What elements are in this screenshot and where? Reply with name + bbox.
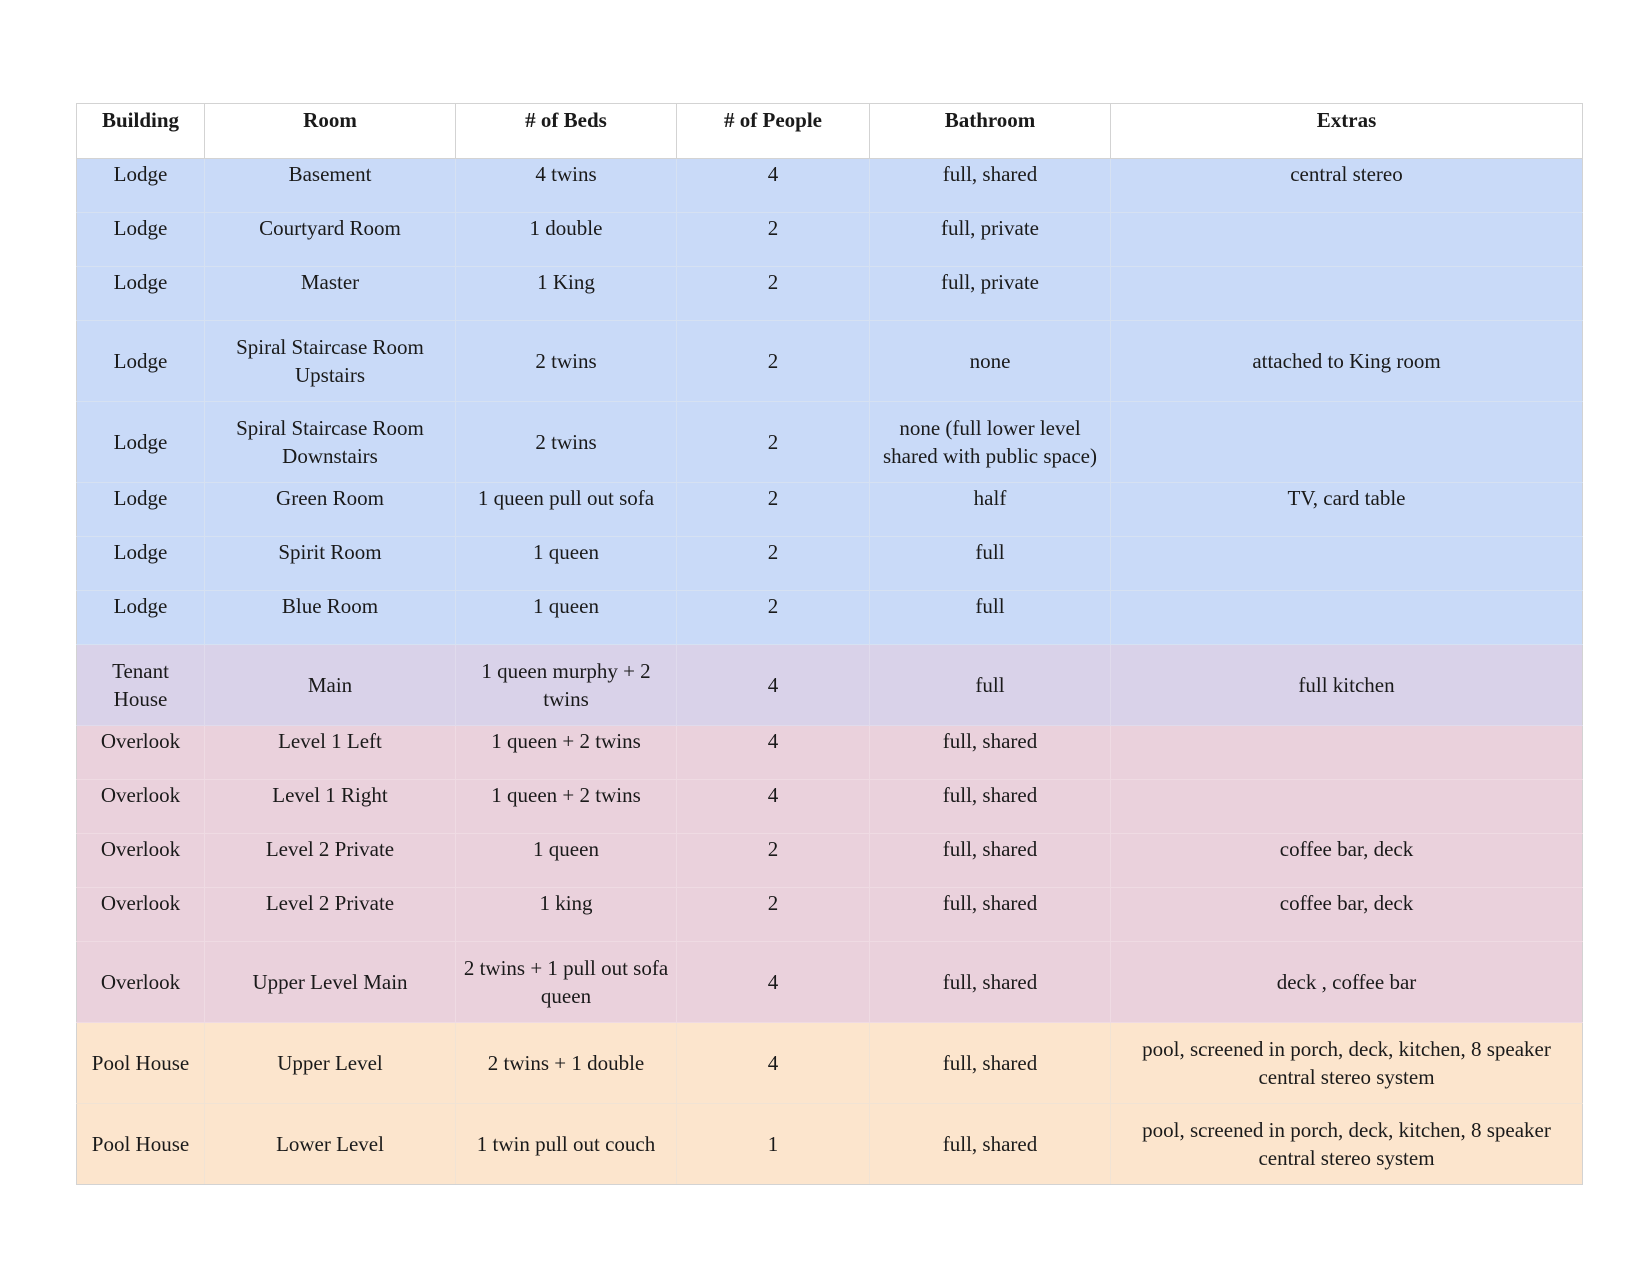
- cell-people: 2: [677, 888, 870, 942]
- cell-extras: full kitchen: [1111, 645, 1583, 726]
- cell-extras: [1111, 537, 1583, 591]
- cell-people: 4: [677, 780, 870, 834]
- cell-beds: 1 King: [456, 267, 677, 321]
- header-extras: Extras: [1111, 104, 1583, 159]
- table-row: [77, 645, 1583, 726]
- cell-extras: [1111, 267, 1583, 321]
- table-row: [77, 1104, 1583, 1185]
- cell-extras: coffee bar, deck: [1111, 888, 1583, 942]
- cell-bathroom: full: [870, 537, 1111, 591]
- cell-people: 2: [677, 483, 870, 537]
- cell-bathroom: full, shared: [870, 942, 1111, 1023]
- cell-building: Lodge: [77, 213, 205, 267]
- header-row: [77, 104, 1583, 159]
- cell-building: Lodge: [77, 483, 205, 537]
- cell-people: 2: [677, 213, 870, 267]
- cell-beds: 1 twin pull out couch: [456, 1104, 677, 1185]
- cell-bathroom: full, private: [870, 267, 1111, 321]
- cell-people: 2: [677, 321, 870, 402]
- cell-beds: 1 queen pull out sofa: [456, 483, 677, 537]
- cell-building: Lodge: [77, 159, 205, 213]
- table-row: [77, 213, 1583, 267]
- cell-bathroom: full: [870, 591, 1111, 645]
- cell-people: 1: [677, 1104, 870, 1185]
- table-row: [77, 834, 1583, 888]
- cell-beds: 4 twins: [456, 159, 677, 213]
- cell-beds: 2 twins + 1 pull out sofa queen: [456, 942, 677, 1023]
- table-row: [77, 726, 1583, 780]
- cell-extras: attached to King room: [1111, 321, 1583, 402]
- cell-bathroom: full, shared: [870, 834, 1111, 888]
- cell-beds: 1 queen: [456, 591, 677, 645]
- cell-room: Basement: [205, 159, 456, 213]
- cell-building: Lodge: [77, 537, 205, 591]
- cell-people: 2: [677, 402, 870, 483]
- cell-people: 4: [677, 942, 870, 1023]
- table-row: [77, 942, 1583, 1023]
- table-row: [77, 591, 1583, 645]
- header-building: Building: [77, 104, 205, 159]
- cell-beds: 1 queen: [456, 834, 677, 888]
- table-row: [77, 888, 1583, 942]
- table-row: [77, 321, 1583, 402]
- cell-bathroom: half: [870, 483, 1111, 537]
- cell-building: Pool House: [77, 1023, 205, 1104]
- cell-building: Overlook: [77, 888, 205, 942]
- cell-room: Master: [205, 267, 456, 321]
- cell-room: Level 1 Right: [205, 780, 456, 834]
- cell-people: 4: [677, 1023, 870, 1104]
- cell-people: 2: [677, 267, 870, 321]
- table-row: [77, 780, 1583, 834]
- cell-building: Lodge: [77, 591, 205, 645]
- cell-room: Blue Room: [205, 591, 456, 645]
- cell-building: Tenant House: [77, 645, 205, 726]
- cell-building: Overlook: [77, 780, 205, 834]
- cell-room: Lower Level: [205, 1104, 456, 1185]
- cell-building: Overlook: [77, 726, 205, 780]
- table-row: [77, 267, 1583, 321]
- cell-bathroom: full, shared: [870, 888, 1111, 942]
- cell-extras: [1111, 726, 1583, 780]
- cell-room: Main: [205, 645, 456, 726]
- cell-building: Lodge: [77, 267, 205, 321]
- table-row: [77, 402, 1583, 483]
- cell-bathroom: full, shared: [870, 726, 1111, 780]
- table-body: [77, 159, 1583, 1185]
- cell-bathroom: none (full lower level shared with public space): [870, 402, 1111, 483]
- cell-room: Green Room: [205, 483, 456, 537]
- cell-room: Level 2 Private: [205, 888, 456, 942]
- cell-beds: 1 queen + 2 twins: [456, 726, 677, 780]
- table-row: [77, 483, 1583, 537]
- rooms-table: [76, 103, 1583, 1185]
- cell-room: Level 2 Private: [205, 834, 456, 888]
- cell-beds: 1 queen + 2 twins: [456, 780, 677, 834]
- header-room: Room: [205, 104, 456, 159]
- cell-beds: 2 twins + 1 double: [456, 1023, 677, 1104]
- cell-bathroom: full, shared: [870, 1023, 1111, 1104]
- cell-extras: [1111, 213, 1583, 267]
- cell-people: 4: [677, 645, 870, 726]
- header-bathroom: Bathroom: [870, 104, 1111, 159]
- cell-beds: 1 king: [456, 888, 677, 942]
- cell-beds: 1 double: [456, 213, 677, 267]
- cell-building: Pool House: [77, 1104, 205, 1185]
- cell-extras: coffee bar, deck: [1111, 834, 1583, 888]
- cell-beds: 1 queen murphy + 2 twins: [456, 645, 677, 726]
- cell-extras: deck , coffee bar: [1111, 942, 1583, 1023]
- table-header: [77, 104, 1583, 159]
- cell-people: 2: [677, 834, 870, 888]
- header-people: # of People: [677, 104, 870, 159]
- cell-extras: pool, screened in porch, deck, kitchen, 8 speaker central stereo system: [1111, 1023, 1583, 1104]
- cell-building: Lodge: [77, 402, 205, 483]
- cell-extras: [1111, 402, 1583, 483]
- table-row: [77, 537, 1583, 591]
- table-row: [77, 159, 1583, 213]
- cell-people: 4: [677, 726, 870, 780]
- cell-people: 4: [677, 159, 870, 213]
- cell-people: 2: [677, 537, 870, 591]
- cell-room: Upper Level: [205, 1023, 456, 1104]
- cell-building: Overlook: [77, 942, 205, 1023]
- cell-beds: 2 twins: [456, 321, 677, 402]
- table-row: [77, 1023, 1583, 1104]
- cell-people: 2: [677, 591, 870, 645]
- cell-room: Spiral Staircase Room Upstairs: [205, 321, 456, 402]
- cell-bathroom: full: [870, 645, 1111, 726]
- cell-extras: [1111, 780, 1583, 834]
- cell-beds: 2 twins: [456, 402, 677, 483]
- cell-bathroom: none: [870, 321, 1111, 402]
- cell-bathroom: full, shared: [870, 1104, 1111, 1185]
- cell-building: Overlook: [77, 834, 205, 888]
- cell-beds: 1 queen: [456, 537, 677, 591]
- cell-building: Lodge: [77, 321, 205, 402]
- cell-extras: pool, screened in porch, deck, kitchen, 8 speaker central stereo system: [1111, 1104, 1583, 1185]
- cell-bathroom: full, private: [870, 213, 1111, 267]
- cell-room: Level 1 Left: [205, 726, 456, 780]
- cell-room: Spirit Room: [205, 537, 456, 591]
- cell-room: Courtyard Room: [205, 213, 456, 267]
- cell-room: Spiral Staircase Room Downstairs: [205, 402, 456, 483]
- cell-bathroom: full, shared: [870, 780, 1111, 834]
- cell-extras: TV, card table: [1111, 483, 1583, 537]
- header-beds: # of Beds: [456, 104, 677, 159]
- cell-extras: [1111, 591, 1583, 645]
- cell-bathroom: full, shared: [870, 159, 1111, 213]
- cell-room: Upper Level Main: [205, 942, 456, 1023]
- cell-extras: central stereo: [1111, 159, 1583, 213]
